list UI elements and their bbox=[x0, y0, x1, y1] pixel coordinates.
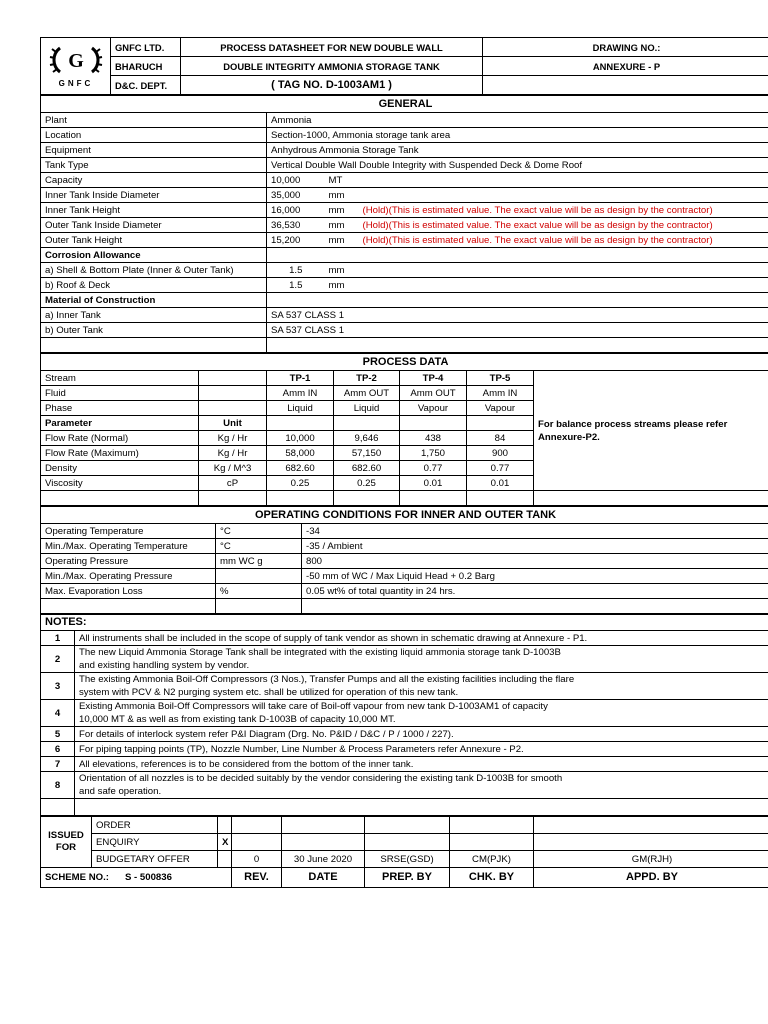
appd-header: APPD. BY bbox=[534, 868, 768, 888]
balance-note bbox=[534, 371, 768, 491]
general-value: 36,530 bbox=[267, 218, 325, 233]
scheme-cell bbox=[41, 868, 232, 888]
general-unit: mm bbox=[325, 233, 359, 248]
issued-for-label bbox=[41, 817, 92, 868]
company-name: GNFC LTD. bbox=[111, 38, 181, 57]
moc-value: SA 537 CLASS 1 bbox=[267, 323, 768, 338]
header-table bbox=[40, 37, 768, 95]
operating-unit: mm WC g bbox=[216, 554, 302, 569]
general-unit: MT bbox=[325, 173, 359, 188]
process-value: 1,750 bbox=[400, 446, 467, 461]
appd-value: GM(RJH) bbox=[534, 851, 768, 868]
general-label: Plant bbox=[41, 113, 267, 128]
note-number: 6 bbox=[41, 742, 75, 757]
process-row-label: Viscosity bbox=[41, 476, 199, 491]
process-row-unit: Kg / Hr bbox=[199, 431, 267, 446]
note-text bbox=[75, 727, 768, 742]
note-number: 8 bbox=[41, 772, 75, 799]
general-label: Inner Tank Inside Diameter bbox=[41, 188, 267, 203]
process-value: 0.77 bbox=[467, 461, 534, 476]
corrosion-value: 1.5 bbox=[267, 278, 325, 293]
issued-label-line-2: FOR bbox=[55, 842, 77, 853]
issue-order: ORDER bbox=[92, 817, 218, 834]
note-text bbox=[75, 700, 768, 727]
operating-label: Operating Pressure bbox=[41, 554, 216, 569]
note-line: The new Liquid Ammonia Storage Tank shall be integrated with the existing liquid ammonia storage tank D-1003B bbox=[79, 647, 561, 658]
process-value: 57,150 bbox=[334, 446, 400, 461]
drawing-label: DRAWING NO.: bbox=[483, 38, 768, 57]
notes-table bbox=[40, 614, 768, 816]
rev-value: 0 bbox=[232, 851, 282, 868]
process-value: 0.25 bbox=[334, 476, 400, 491]
prep-value: SRSE(GSD) bbox=[365, 851, 450, 868]
corrosion-unit: mm bbox=[325, 278, 359, 293]
operating-value: 800 bbox=[302, 554, 768, 569]
rev-header: REV. bbox=[232, 868, 282, 888]
corrosion-label: a) Shell & Bottom Plate (Inner & Outer Tank) bbox=[41, 263, 267, 278]
fluid-value: Amm IN bbox=[267, 386, 334, 401]
general-note: (Hold)(This is estimated value. The exact value will be as design by the contractor) bbox=[359, 203, 768, 218]
process-row-label: Flow Rate (Maximum) bbox=[41, 446, 199, 461]
title-line-3: ( TAG NO. D-1003AM1 ) bbox=[181, 76, 483, 95]
operating-value: -35 / Ambient bbox=[302, 539, 768, 554]
general-unit: mm bbox=[325, 203, 359, 218]
general-note: (Hold)(This is estimated value. The exact value will be as design by the contractor) bbox=[359, 218, 768, 233]
operating-unit: % bbox=[216, 584, 302, 599]
process-value: 9,646 bbox=[334, 431, 400, 446]
note-number: 1 bbox=[41, 631, 75, 646]
moc-label: a) Inner Tank bbox=[41, 308, 267, 323]
operating-value: -50 mm of WC / Max Liquid Head + 0.2 Barg bbox=[302, 569, 768, 584]
date-header: DATE bbox=[282, 868, 365, 888]
company-logo bbox=[41, 38, 111, 95]
stream-id: TP-4 bbox=[400, 371, 467, 386]
note-line: and existing handling system by vendor. bbox=[79, 660, 250, 671]
operating-unit: °C bbox=[216, 524, 302, 539]
operating-label: Max. Evaporation Loss bbox=[41, 584, 216, 599]
note-text bbox=[75, 757, 768, 772]
process-value: 0.01 bbox=[467, 476, 534, 491]
issue-enquiry: ENQUIRY bbox=[92, 834, 218, 851]
general-label: Outer Tank Height bbox=[41, 233, 267, 248]
process-value: 0.25 bbox=[267, 476, 334, 491]
general-label: Capacity bbox=[41, 173, 267, 188]
operating-label: Operating Temperature bbox=[41, 524, 216, 539]
scheme-value: S - 500836 bbox=[124, 872, 172, 883]
process-table bbox=[40, 353, 768, 506]
note-number: 5 bbox=[41, 727, 75, 742]
operating-title: OPERATING CONDITIONS FOR INNER AND OUTER TANK bbox=[41, 507, 768, 524]
operating-label: Min./Max. Operating Temperature bbox=[41, 539, 216, 554]
note-line: The existing Ammonia Boil-Off Compressors (3 Nos.), Transfer Pumps and all the existing facilities including the flare bbox=[79, 674, 575, 685]
note-line: and safe operation. bbox=[79, 786, 162, 797]
note-line: All elevations, references is to be considered from the bottom of the inner tank. bbox=[79, 758, 414, 770]
datasheet bbox=[40, 37, 768, 888]
note-number: 4 bbox=[41, 700, 75, 727]
process-value: 84 bbox=[467, 431, 534, 446]
note-number: 3 bbox=[41, 673, 75, 700]
general-value: Section-1000, Ammonia storage tank area bbox=[267, 128, 768, 143]
phase-value: Liquid bbox=[267, 401, 334, 416]
note-number: 7 bbox=[41, 757, 75, 772]
company-dept: D&C. DEPT. bbox=[111, 76, 181, 95]
note-line: system with PCV & N2 purging system etc. shall be utilized for operation of this new tank. bbox=[79, 687, 459, 698]
drawing-value: ANNEXURE - P bbox=[483, 57, 768, 76]
issue-budgetary: BUDGETARY OFFER bbox=[92, 851, 218, 868]
note-line: 10,000 MT & as well as from existing tank D-1003B of capacity 10,000 MT. bbox=[79, 714, 396, 725]
general-label: Location bbox=[41, 128, 267, 143]
note-line: For details of interlock system refer P&I Diagram (Drg. No. P&ID / D&C / P / 1000 / 227). bbox=[79, 728, 454, 740]
phase-value: Vapour bbox=[467, 401, 534, 416]
note-text bbox=[75, 772, 768, 799]
general-label: Tank Type bbox=[41, 158, 267, 173]
moc-title: Material of Construction bbox=[41, 293, 267, 308]
operating-unit: °C bbox=[216, 539, 302, 554]
process-row-label: Flow Rate (Normal) bbox=[41, 431, 199, 446]
stream-label: Stream bbox=[41, 371, 199, 386]
process-value: 900 bbox=[467, 446, 534, 461]
process-row-unit: Kg / Hr bbox=[199, 446, 267, 461]
balance-note-line-2: Annexure-P2. bbox=[538, 431, 600, 443]
general-note bbox=[359, 173, 768, 188]
corrosion-title: Corrosion Allowance bbox=[41, 248, 267, 263]
notes-title: NOTES: bbox=[41, 615, 768, 631]
process-value: 438 bbox=[400, 431, 467, 446]
issued-label-line-1: ISSUED bbox=[48, 830, 84, 841]
operating-value: 0.05 wt% of total quantity in 24 hrs. bbox=[302, 584, 768, 599]
moc-label: b) Outer Tank bbox=[41, 323, 267, 338]
fluid-value: Amm OUT bbox=[334, 386, 400, 401]
note-line: For piping tapping points (TP), Nozzle Number, Line Number & Process Parameters refer Annexure - P2. bbox=[79, 743, 524, 755]
fluid-value: Amm IN bbox=[467, 386, 534, 401]
chk-header: CHK. BY bbox=[450, 868, 534, 888]
fluid-value: Amm OUT bbox=[400, 386, 467, 401]
operating-unit bbox=[216, 569, 302, 584]
balance-note-line-1: For balance process streams please refer bbox=[538, 418, 728, 430]
general-note: (Hold)(This is estimated value. The exact value will be as design by the contractor) bbox=[359, 233, 768, 248]
moc-value: SA 537 CLASS 1 bbox=[267, 308, 768, 323]
note-text bbox=[75, 646, 768, 673]
logo-text: GNFC bbox=[58, 78, 93, 88]
stream-id: TP-1 bbox=[267, 371, 334, 386]
general-label: Equipment bbox=[41, 143, 267, 158]
corrosion-label: b) Roof & Deck bbox=[41, 278, 267, 293]
scheme-label: SCHEME NO.: bbox=[45, 872, 109, 883]
phase-value: Liquid bbox=[334, 401, 400, 416]
general-value: Vertical Double Wall Double Integrity with Suspended Deck & Dome Roof bbox=[267, 158, 768, 173]
process-value: 682.60 bbox=[334, 461, 400, 476]
date-value: 30 June 2020 bbox=[282, 851, 365, 868]
general-unit: mm bbox=[325, 218, 359, 233]
title-line-2: DOUBLE INTEGRITY AMMONIA STORAGE TANK bbox=[181, 57, 483, 76]
process-row-unit: Kg / M^3 bbox=[199, 461, 267, 476]
fluid-label: Fluid bbox=[41, 386, 199, 401]
general-value: Anhydrous Ammonia Storage Tank bbox=[267, 143, 768, 158]
operating-value: -34 bbox=[302, 524, 768, 539]
note-line: All instruments shall be included in the scope of supply of tank vendor as shown in schematic drawing at Annexure - P1. bbox=[79, 632, 588, 644]
process-row-label: Density bbox=[41, 461, 199, 476]
general-value: Ammonia bbox=[267, 113, 768, 128]
logo-letter: G bbox=[67, 49, 84, 72]
corrosion-value: 1.5 bbox=[267, 263, 325, 278]
process-value: 0.77 bbox=[400, 461, 467, 476]
note-text bbox=[75, 742, 768, 757]
note-text bbox=[75, 631, 768, 646]
issue-table bbox=[40, 816, 768, 888]
operating-table bbox=[40, 506, 768, 614]
general-value: 15,200 bbox=[267, 233, 325, 248]
corrosion-unit: mm bbox=[325, 263, 359, 278]
process-title: PROCESS DATA bbox=[41, 354, 768, 371]
process-row-unit: cP bbox=[199, 476, 267, 491]
general-value: 35,000 bbox=[267, 188, 325, 203]
general-value: 10,000 bbox=[267, 173, 325, 188]
gnfc-logo-icon bbox=[46, 40, 106, 90]
company-location: BHARUCH bbox=[111, 57, 181, 76]
unit-label: Unit bbox=[199, 416, 267, 431]
stream-id: TP-5 bbox=[467, 371, 534, 386]
general-title: GENERAL bbox=[41, 96, 768, 113]
phase-value: Vapour bbox=[400, 401, 467, 416]
general-table bbox=[40, 95, 768, 353]
phase-label: Phase bbox=[41, 401, 199, 416]
operating-label: Min./Max. Operating Pressure bbox=[41, 569, 216, 584]
general-unit: mm bbox=[325, 188, 359, 203]
process-value: 10,000 bbox=[267, 431, 334, 446]
note-number: 2 bbox=[41, 646, 75, 673]
process-value: 682.60 bbox=[267, 461, 334, 476]
note-line: Existing Ammonia Boil-Off Compressors will take care of Boil-off vapour from new tank D-1003AM1 of capacity bbox=[79, 701, 548, 712]
general-label: Inner Tank Height bbox=[41, 203, 267, 218]
general-note bbox=[359, 188, 768, 203]
prep-header: PREP. BY bbox=[365, 868, 450, 888]
process-value: 58,000 bbox=[267, 446, 334, 461]
enquiry-mark: X bbox=[218, 834, 232, 851]
stream-id: TP-2 bbox=[334, 371, 400, 386]
general-value: 16,000 bbox=[267, 203, 325, 218]
note-line: Orientation of all nozzles is to be decided suitably by the vendor considering the existing tank D-1003B for smooth bbox=[79, 773, 563, 784]
parameter-label: Parameter bbox=[41, 416, 199, 431]
title-line-1: PROCESS DATASHEET FOR NEW DOUBLE WALL bbox=[181, 38, 483, 57]
general-label: Outer Tank Inside Diameter bbox=[41, 218, 267, 233]
process-value: 0.01 bbox=[400, 476, 467, 491]
chk-value: CM(PJK) bbox=[450, 851, 534, 868]
note-text bbox=[75, 673, 768, 700]
